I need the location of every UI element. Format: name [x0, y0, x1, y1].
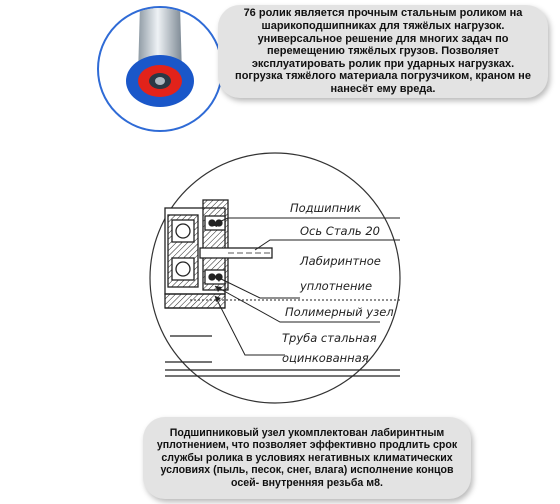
roller-photo	[96, 5, 224, 133]
label-bearing: Подшипник	[290, 201, 362, 215]
description-top: 76 ролик является прочным стальным роликом на шарикоподшипниках для тяжёлых нагрузок. универсальное решение для многих задач по перемещению тяжёлых грузов. Позволяет эксплуатировать ролик при ударных нагрузках. погрузка тяжёлого материала погрузчиком, краном не нанесёт ему вреда.	[235, 7, 531, 95]
description-bottom: Подшипниковый узел укомплектован лабиринтным уплотнением, что позволяет эффективно продлить срок службы ролика в условиях негативных климатических условиях (пыль, песок, снег, влага) исполнение концов осей- внутренняя резьба м8.	[156, 426, 458, 489]
roller-axle	[155, 77, 165, 85]
label-tube-line2: оцинкованная	[282, 351, 369, 365]
label-polymer-node: Полимерный узел	[285, 305, 394, 319]
label-tube-line1: Труба стальная	[282, 331, 377, 345]
description-bottom-box	[143, 417, 471, 499]
label-axle: Ось Сталь 20	[300, 224, 381, 238]
technical-drawing	[0, 130, 560, 420]
label-seal-line2: уплотнение	[300, 279, 373, 293]
description-top-box	[218, 5, 548, 98]
label-seal-line1: Лабиринтное	[300, 254, 381, 268]
